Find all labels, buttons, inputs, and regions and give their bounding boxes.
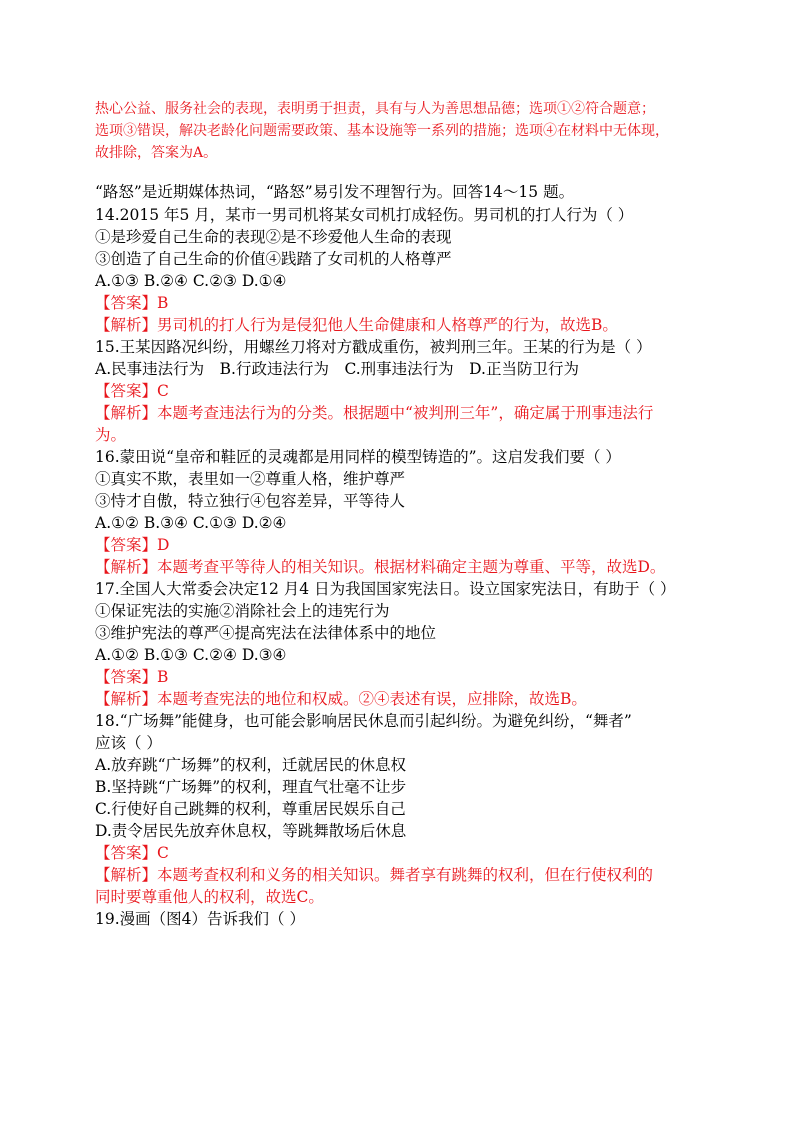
question-option-line: ③创造了自己生命的价值④践踏了女司机的人格尊严 xyxy=(95,250,452,268)
question-option-line: ①是珍爱自己生命的表现②是不珍爱他人生命的表现 xyxy=(95,228,452,246)
answer-option-a: A.放弃跳“广场舞”的权利，迁就居民的休息权 xyxy=(95,756,406,774)
analysis-text: 【解析】本题考查平等待人的相关知识。根据材料确定主题为尊重、平等，故选D。 xyxy=(95,558,666,576)
answer-option-d: D.责令居民先放弃休息权，等跳舞散场后休息 xyxy=(95,822,407,840)
answer-choices: A.民事违法行为 B.行政违法行为 C.刑事违法行为 D.正当防卫行为 xyxy=(95,360,579,378)
answer-option-b: B.坚持跳“广场舞”的权利，理直气壮毫不让步 xyxy=(95,778,407,796)
answer-choices: A.①② B.①③ C.②④ D.③④ xyxy=(95,646,287,664)
question-option-line: ③维护宪法的尊严④提高宪法在法律体系中的地位 xyxy=(95,624,437,642)
question-intro: “路怒”是近期媒体热词，“路怒”易引发不理智行为。回答14～15 题。 xyxy=(95,183,575,201)
analysis-text: 同时要尊重他人的权利，故选C。 xyxy=(95,888,324,906)
analysis-text: 【解析】本题考查违法行为的分类。根据题中“被判刑三年”，确定属于刑事违法行 xyxy=(95,404,654,422)
question-16: 16.蒙田说“皇帝和鞋匠的灵魂都是用同样的模型铸造的”。这启发我们要（ ） xyxy=(95,448,621,466)
analysis-text: 【解析】男司机的打人行为是侵犯他人生命健康和人格尊严的行为，故选B。 xyxy=(95,316,618,334)
text-line: 故排除，答案为A。 xyxy=(95,145,218,161)
answer-choices: A.①③ B.②④ C.②③ D.①④ xyxy=(95,272,287,290)
analysis-text: 【解析】本题考查权利和义务的相关知识。舞者享有跳舞的权利，但在行使权利的 xyxy=(95,866,654,884)
answer-label: 【答案】B xyxy=(95,668,169,686)
text-line: 热心公益、服务社会的表现，表明勇于担责，具有与人为善思想品德；选项①②符合题意； xyxy=(95,101,655,117)
question-option-line: ①保证宪法的实施②消除社会上的违宪行为 xyxy=(95,602,390,620)
text-line: 选项③错误，解决老龄化问题需要政策、基本设施等一系列的措施；选项④在材料中无体现， xyxy=(95,123,669,139)
question-17: 17.全国人大常委会决定12 月4 日为我国国家宪法日。设立国家宪法日，有助于（ ） xyxy=(95,580,676,598)
answer-label: 【答案】C xyxy=(95,844,169,862)
answer-label: 【答案】D xyxy=(95,536,170,554)
question-18: 18.“广场舞”能健身，也可能会影响居民休息而引起纠纷。为避免纠纷，“舞者” xyxy=(95,712,632,730)
question-option-line: ③恃才自傲，特立独行④包容差异，平等待人 xyxy=(95,492,406,510)
answer-choices: A.①② B.③④ C.①③ D.②④ xyxy=(95,514,287,532)
analysis-text: 为。 xyxy=(95,426,127,444)
question-18-cont: 应该（ ） xyxy=(95,734,162,752)
question-15: 15.王某因路况纠纷，用螺丝刀将对方戳成重伤，被判刑三年。王某的行为是（ ） xyxy=(95,338,652,356)
question-19: 19.漫画（图4）告诉我们（ ） xyxy=(95,910,305,928)
answer-label: 【答案】C xyxy=(95,382,169,400)
analysis-text: 【解析】本题考查宪法的地位和权威。②④表述有误，应排除，故选B。 xyxy=(95,690,587,708)
answer-option-c: C.行使好自己跳舞的权利，尊重居民娱乐自己 xyxy=(95,800,406,818)
answer-label: 【答案】B xyxy=(95,294,169,312)
question-14: 14.2015 年5 月，某市一男司机将某女司机打成轻伤。男司机的打人行为（ ） xyxy=(95,206,634,224)
question-option-line: ①真实不欺，表里如一②尊重人格，维护尊严 xyxy=(95,470,406,488)
